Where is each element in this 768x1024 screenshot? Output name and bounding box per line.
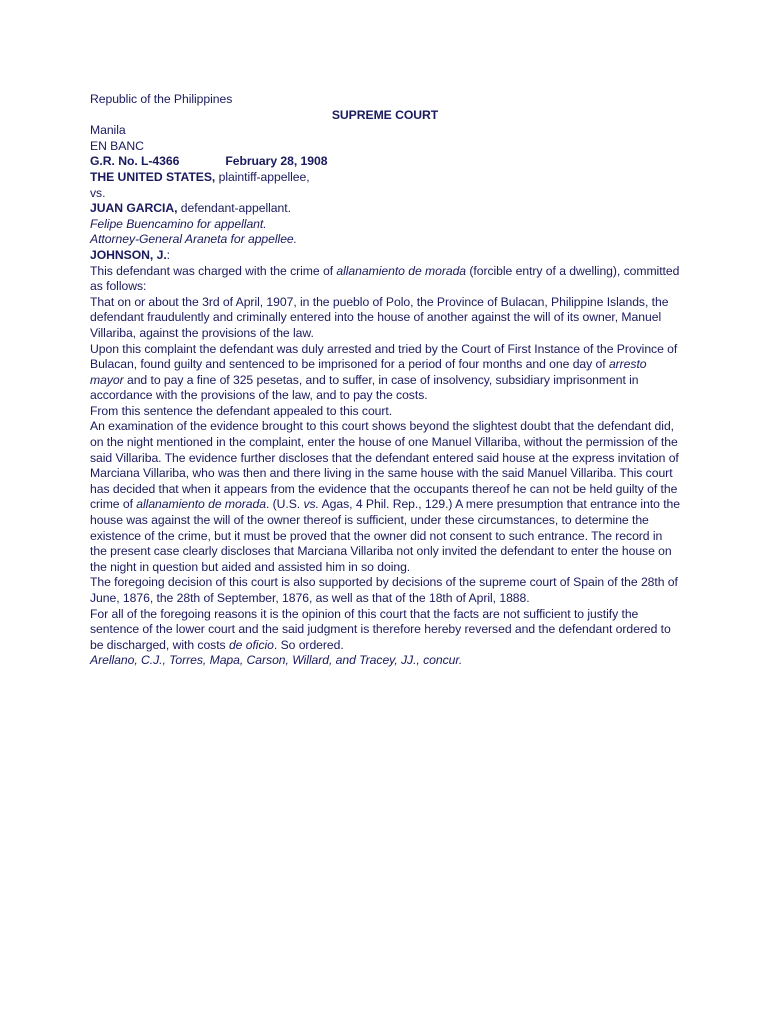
defendant-line (90, 201, 680, 217)
citation-vs: vs. (303, 497, 319, 512)
counsel-appellee: Attorney-General Araneta for appellee. (90, 232, 297, 247)
plaintiff-line (90, 170, 680, 186)
plaintiff-role: plaintiff-appellee, (215, 169, 310, 184)
paragraph-charge: This defendant was charged with the crime of allanamiento de morada (forcible entry of a dwelling), committed as follows: (90, 263, 680, 294)
defendant-name: JUAN GARCIA, (90, 201, 178, 216)
opinion-author: JOHNSON, J. (90, 247, 167, 262)
legal-term: allanamiento de morada (336, 263, 467, 278)
counsel-appellant: Felipe Buencamino for appellant. (90, 216, 267, 231)
paragraph-complaint: That on or about the 3rd of April, 1907, in the pueblo of Polo, the Province of Bulacan, Philippine Islands, the defendant fraudulently and criminally entered into the house of another against the will of its owner, Manuel Villariba, against the provisions of the law. (90, 294, 669, 340)
court-name: SUPREME COURT (331, 107, 439, 122)
concurrence: Arellano, C.J., Torres, Mapa, Carson, Willard, and Tracey, JJ., concur. (90, 653, 463, 668)
legal-term: allanamiento de morada (136, 497, 266, 512)
document-page (90, 92, 680, 669)
versus: vs. (90, 185, 106, 200)
legal-term: de oficio (228, 637, 274, 652)
gr-number: G.R. No. L-4366 (90, 154, 180, 169)
paragraph-disposition: For all of the foregoing reasons it is the opinion of this court that the facts are not sufficient to justify the sentence of the lower court and the said judgment is therefore hereby reversed and the defendant ordered to be discharged, with costs de oficio. So ordered. (90, 606, 671, 652)
division: EN BANC (90, 138, 144, 153)
decision-date: February 28, 1908 (225, 154, 328, 169)
city: Manila (90, 123, 126, 138)
paragraph-trial: Upon this complaint the defendant was duly arrested and tried by the Court of First Instance of the Province of Bulacan, found guilty and sentenced to be imprisoned for a period of four months and one day of arresto mayor and to pay a fine of 325 pesetas, and to suffer, in case of insolvency, subsidiary imprisonment in accordance with the provisions of the law, and to pay the costs. (90, 341, 678, 403)
paragraph-examination: An examination of the evidence brought to this court shows beyond the slightest doubt that the defendant did, on the night mentioned in the complaint, enter the house of one Manuel Villariba, without the permission of the said Villariba. The evidence further discloses that the defendant entered said house at the express invitation of Marciana Villariba, who was then and there living in the same house with the said Manuel Villariba. This court has decided that when it appears from the evidence that the occupants thereof he can not be held guilty of the crime of allanamiento de morada. (U.S. vs. Agas, 4 Phil. Rep., 129.) A mere presumption that entrance into the house was against the will of the owner thereof is sufficient, under these circumstances, to determine the existence of the crime, but it must be proved that the owner did not consent to such entrance. The record in the present case clearly discloses that Marciana Villariba not only invited the defendant to enter the house on the night in question but aided and assisted him in so doing. (90, 419, 681, 574)
republic-heading: Republic of the Philippines (90, 92, 233, 106)
opinion-author-line (90, 248, 680, 264)
paragraph-precedent: The foregoing decision of this court is also supported by decisions of the supreme court of Spain of the 28th of June, 1876, the 28th of September, 1876, as well as that of the 18th of April, 1888. (90, 575, 678, 605)
case-number-line (90, 154, 680, 170)
plaintiff-name: THE UNITED STATES, (90, 169, 216, 184)
paragraph-appeal: From this sentence the defendant appealed to this court. (90, 403, 393, 418)
author-suffix: : (166, 247, 171, 262)
legal-term: arresto mayor (90, 357, 647, 387)
defendant-role: defendant-appellant. (177, 201, 291, 216)
